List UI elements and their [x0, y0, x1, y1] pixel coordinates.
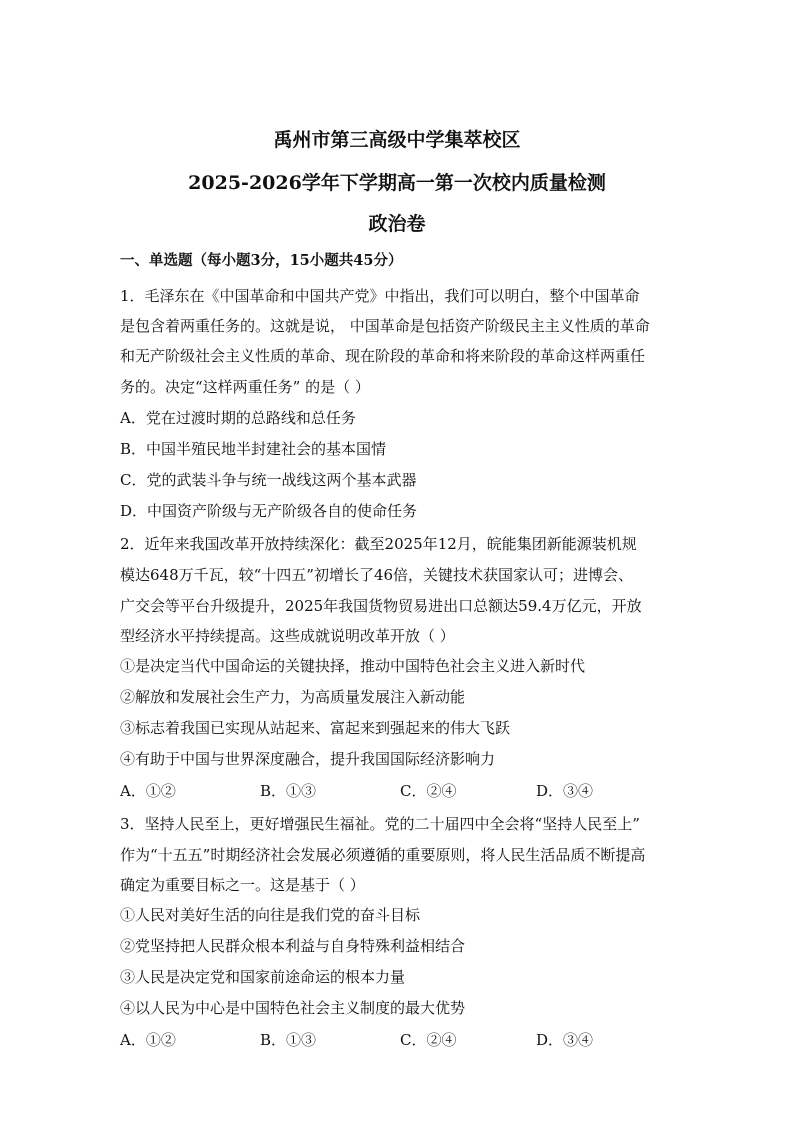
choice-c: C．②④: [400, 782, 457, 800]
exam-title: 2025-2026学年下学期高一第一次校内质量检测: [188, 172, 606, 194]
question-text-line: 2．近年来我国改革开放持续深化：截至2025年12月，皖能集团新能源装机规: [120, 535, 637, 553]
option-c: C．党的武装斗争与统一战线这两个基本武器: [120, 471, 417, 489]
option-d: D．中国资产阶级与无产阶级各自的使命任务: [120, 502, 418, 520]
choice-row: [120, 781, 640, 801]
choice-a: A．①②: [120, 782, 176, 800]
statement-2: ②解放和发展社会生产力，为高质量发展注入新动能: [120, 688, 466, 706]
question-text-line: 型经济水平持续提高。这些成就说明改革开放（ ）: [120, 627, 455, 645]
choice-b: B．①③: [260, 782, 317, 800]
statement-1: ①人民对美好生活的向往是我们党的奋斗目标: [120, 906, 421, 924]
choice-b: B．①③: [260, 1031, 317, 1049]
choice-d: D．③④: [536, 782, 594, 800]
question-text-line: 作为“十五五”时期经济社会发展必须遵循的重要原则，将人民生活品质不断提高: [120, 846, 646, 864]
statement-1: ①是决定当代中国命运的关键抉择，推动中国特色社会主义进入新时代: [120, 657, 586, 675]
school-title: 禹州市第三高级中学集萃校区: [273, 129, 521, 151]
choice-row: [120, 1030, 640, 1050]
question-text-line: 和无产阶级社会主义性质的革命、现在阶段的革命和将来阶段的革命这样两重任: [120, 347, 646, 365]
choice-c: C．②④: [400, 1031, 457, 1049]
subject-title: 政治卷: [368, 213, 426, 235]
question-text-line: 3．坚持人民至上，更好增强民生福祉。党的二十届四中全会将“坚持人民至上”: [120, 815, 640, 833]
statement-2: ②党坚持把人民群众根本利益与自身特殊利益相结合: [120, 937, 466, 955]
option-b: B．中国半殖民地半封建社会的基本国情: [120, 440, 387, 458]
statement-4: ④以人民为中心是中国特色社会主义制度的最大优势: [120, 999, 466, 1017]
option-a: A．党在过渡时期的总路线和总任务: [120, 409, 356, 427]
question-text-line: 广交会等平台升级提升，2025年我国货物贸易进出口总额达59.4万亿元，开放: [120, 597, 642, 615]
statement-3: ③标志着我国已实现从站起来、富起来到强起来的伟大飞跃: [120, 719, 511, 737]
choice-d: D．③④: [536, 1031, 594, 1049]
statement-4: ④有助于中国与世界深度融合，提升我国国际经济影响力: [120, 750, 496, 768]
section-heading: 一、单选题（每小题3分，15小题共45分）: [120, 252, 403, 269]
question-text-line: 模达648万千瓦，较“十四五”初增长了46倍，关键技术获国家认可；进博会、: [120, 566, 634, 584]
question-text-line: 1．毛泽东在《中国革命和中国共产党》中指出，我们可以明白，整个中国革命: [120, 287, 640, 305]
statement-3: ③人民是决定党和国家前途命运的根本力量: [120, 968, 406, 986]
question-text-line: 确定为重要目标之一。这是基于（ ）: [120, 876, 365, 894]
question-text-line: 务的。决定“这样两重任务” 的是（ ）: [120, 378, 370, 396]
choice-a: A．①②: [120, 1031, 176, 1049]
question-text-line: 是包含着两重任务的。这就是说， 中国革命是包括资产阶级民主主义性质的革命: [120, 317, 650, 335]
